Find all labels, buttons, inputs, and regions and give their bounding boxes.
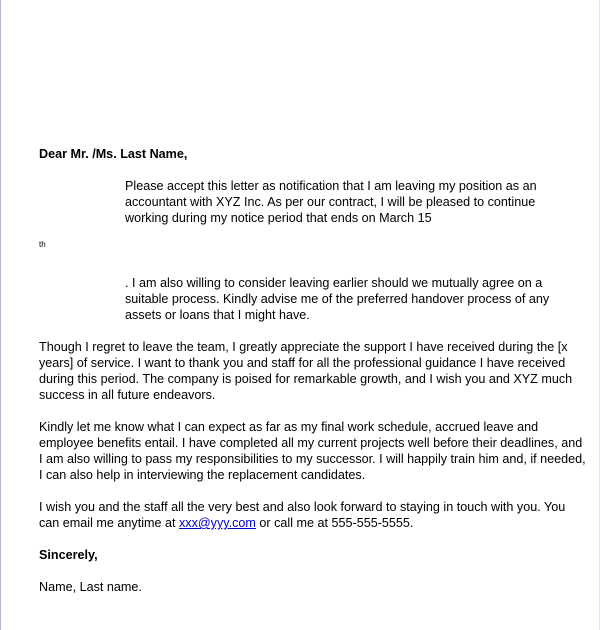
paragraph-notification: Please accept this letter as notification that I am leaving my position as an accountant with XYZ Inc. As per our contract, I will be pleased to continue working during my notice period that ends on March 15 <box>125 179 537 225</box>
date-superscript: th <box>39 240 46 249</box>
paragraph-appreciation: Though I regret to leave the team, I greatly appreciate the support I have received during the [x years] of service. I want to thank you and staff for all the professional guidance I have received during this period. The company is poised for remarkable growth, and I wish you and XYZ much success in all future endeavors. <box>39 340 573 402</box>
signature-name: Name, Last name. <box>39 580 142 594</box>
paragraph-contact <box>39 499 587 531</box>
closing: Sincerely, <box>39 548 98 562</box>
paragraph-handover: . I am also willing to consider leaving earlier should we mutually agree on a suitable process. Kindly advise me of the preferred handover process of any assets or loans that I might have. <box>125 276 550 322</box>
paragraph-final-schedule: Kindly let me know what I can expect as far as my final work schedule, accrued leave and employee benefits entail. I have completed all my current projects well before their deadlines, and I am also willing to pass my responsibilities to my successor. I will happily train him and, if needed, I can also help in interviewing the replacement candidates. <box>39 420 586 482</box>
contact-text-after: or call me at 555-555-5555. <box>255 516 414 530</box>
email-link[interactable]: xxx@yyy.com <box>179 516 256 530</box>
page-border-left <box>0 0 1 630</box>
salutation: Dear Mr. /Ms. Last Name, <box>39 147 188 161</box>
contact-text-before: I wish you and the staff all the very best and also look forward to staying in touch with you. You can email me anytime at <box>39 500 566 530</box>
